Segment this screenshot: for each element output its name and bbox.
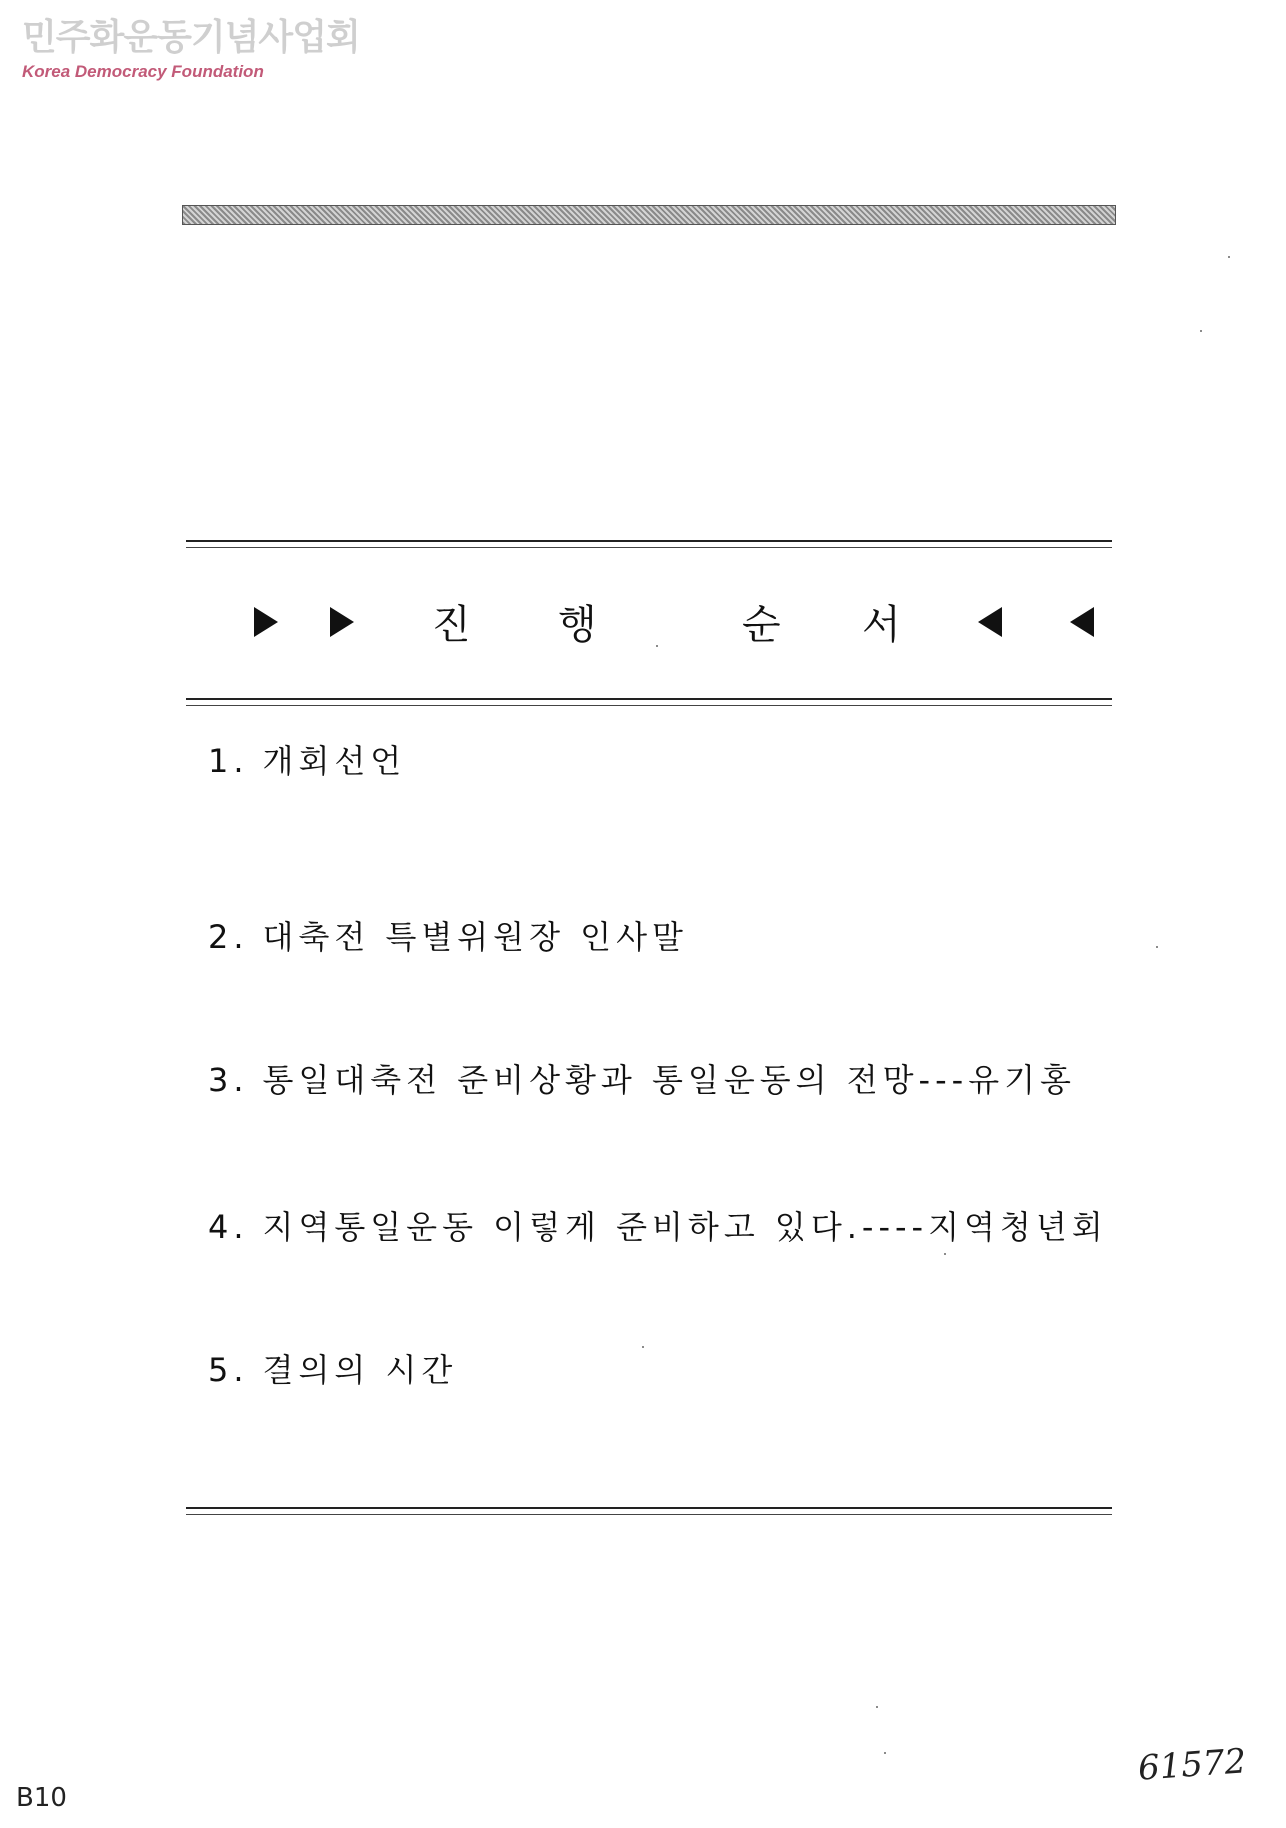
agenda-number: 3. (208, 1061, 249, 1099)
document-code: B10 (16, 1783, 67, 1813)
hatched-header-bar (182, 205, 1116, 225)
watermark-korean: 민주화운동기념사업회 (22, 17, 360, 58)
scan-speck (656, 645, 658, 647)
agenda-item (208, 1202, 1108, 1248)
title-bottom-rule (186, 698, 1112, 706)
title-top-rule (186, 540, 1112, 548)
title-char: 서 (862, 602, 901, 648)
agenda-item (208, 1345, 457, 1391)
closing-rule (186, 1507, 1112, 1515)
title-char: 순 (742, 602, 781, 648)
right-triangle-icon (330, 607, 354, 637)
handwritten-page-number: 61572 (1136, 1741, 1248, 1789)
agenda-text: 지역통일운동 이렇게 준비하고 있다.----지역청년회 (262, 1208, 1108, 1246)
scan-speck (642, 1346, 644, 1348)
left-triangle-icon (1070, 607, 1094, 637)
title-char: 진 (432, 602, 471, 648)
title-char: 행 (558, 602, 597, 648)
scan-speck (944, 1253, 946, 1255)
agenda-number: 1. (208, 742, 249, 780)
agenda-number: 4. (208, 1208, 249, 1246)
agenda-text: 개회선언 (262, 742, 407, 780)
agenda-text: 통일대축전 준비상황과 통일운동의 전망---유기홍 (262, 1061, 1076, 1099)
scan-speck (1200, 330, 1202, 332)
scan-speck (1156, 946, 1158, 948)
agenda-text: 결의의 시간 (262, 1351, 458, 1389)
scan-speck (884, 1752, 886, 1754)
scan-speck (876, 1706, 878, 1708)
agenda-item (208, 736, 406, 782)
agenda-item (208, 1055, 1076, 1101)
right-triangle-icon (254, 607, 278, 637)
scan-speck (1228, 256, 1230, 258)
agenda-text: 대축전 특별위원장 인사말 (262, 918, 688, 956)
agenda-number: 5. (208, 1351, 249, 1389)
watermark-logo (22, 17, 360, 82)
left-triangle-icon (978, 607, 1002, 637)
watermark-english: Korea Democracy Foundation (22, 62, 264, 81)
page-title (186, 595, 1112, 655)
agenda-number: 2. (208, 918, 249, 956)
agenda-item (208, 912, 688, 958)
